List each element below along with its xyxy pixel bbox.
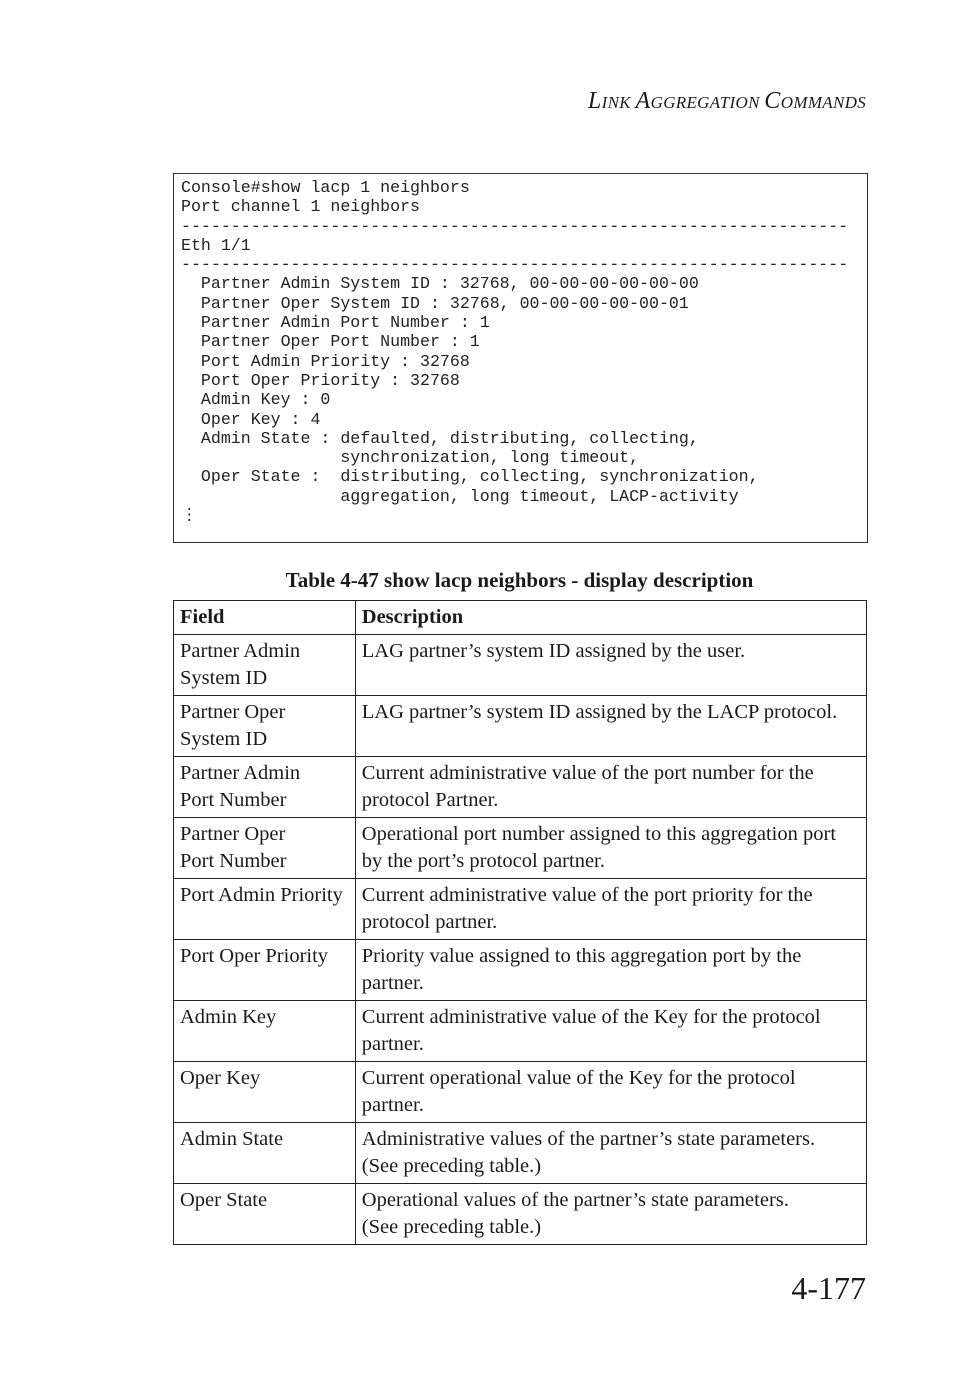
description-cell xyxy=(355,1123,866,1184)
description-line: Administrative values of the partner’s state parameters. xyxy=(361,1128,816,1150)
description-line: Current administrative value of the Key for the protocol xyxy=(361,1006,821,1028)
field-cell xyxy=(174,1001,356,1062)
description-line: LAG partner’s system ID assigned by the user. xyxy=(361,640,746,662)
table-row xyxy=(174,1123,867,1184)
table-row xyxy=(174,635,867,696)
table-row xyxy=(174,940,867,1001)
table-row xyxy=(174,1184,867,1245)
field-cell xyxy=(174,1062,356,1123)
table-row xyxy=(174,1001,867,1062)
description-line: (See preceding table.) xyxy=(361,1216,542,1238)
field-line: Port Number xyxy=(180,850,287,872)
field-cell xyxy=(174,818,356,879)
field-line: Admin Key xyxy=(180,1006,277,1028)
description-table xyxy=(173,600,867,1245)
field-cell xyxy=(174,1184,356,1245)
description-line: partner. xyxy=(361,972,424,994)
field-line: Port Number xyxy=(180,789,287,811)
description-cell xyxy=(355,696,866,757)
description-line: Operational values of the partner’s state parameters. xyxy=(361,1189,789,1211)
description-cell xyxy=(355,818,866,879)
header-title-part: GGREGATION xyxy=(650,93,765,112)
code-line: Admin State : defaulted, distributing, collecting, xyxy=(181,428,699,448)
field-cell xyxy=(174,757,356,818)
field-cell xyxy=(174,940,356,1001)
header-title-part: C xyxy=(764,88,781,114)
header-title-part: L xyxy=(587,88,602,114)
field-line: System ID xyxy=(180,728,268,750)
description-line: partner. xyxy=(361,1094,424,1116)
code-line: aggregation, long timeout, LACP-activity xyxy=(181,486,739,506)
code-line: Port Oper Priority : 32768 xyxy=(181,370,460,390)
code-line: Partner Admin System ID : 32768, 00-00-00-00-00-00 xyxy=(181,274,699,294)
code-line: Partner Oper System ID : 32768, 00-00-00-00-00-01 xyxy=(181,293,689,313)
table-row xyxy=(174,879,867,940)
field-line: Port Admin Priority xyxy=(180,884,343,906)
code-line: synchronization, long timeout, xyxy=(181,448,640,468)
description-line: partner. xyxy=(361,1033,424,1055)
code-line: Partner Admin Port Number : 1 xyxy=(181,313,490,333)
field-cell xyxy=(174,696,356,757)
table-row xyxy=(174,818,867,879)
code-line: Oper Key : 4 xyxy=(181,409,321,429)
code-line: ------------------------------------------------------------------- xyxy=(181,255,849,275)
description-cell xyxy=(355,1062,866,1123)
description-cell xyxy=(355,1184,866,1245)
table-row xyxy=(174,757,867,818)
description-cell xyxy=(355,879,866,940)
page-number: 4-177 xyxy=(791,1270,866,1306)
code-line: ⋮ xyxy=(181,506,198,526)
code-line: Console#show lacp 1 neighbors xyxy=(181,178,470,197)
description-line: Current operational value of the Key for the protocol xyxy=(361,1067,796,1089)
code-example-box xyxy=(173,173,868,543)
code-line: ------------------------------------------------------------------- xyxy=(181,216,849,236)
field-line: Admin State xyxy=(180,1128,284,1150)
description-column-header: Description xyxy=(355,601,866,635)
code-line: Eth 1/1 xyxy=(181,235,251,255)
code-line: Port Admin Priority : 32768 xyxy=(181,351,470,371)
table-row xyxy=(174,696,867,757)
field-line: Partner Oper xyxy=(180,823,286,845)
field-line: Oper Key xyxy=(180,1067,261,1089)
field-line: Partner Admin xyxy=(180,762,301,784)
code-line: Port channel 1 neighbors xyxy=(181,197,420,217)
field-cell xyxy=(174,879,356,940)
code-line: Partner Oper Port Number : 1 xyxy=(181,332,480,352)
description-cell xyxy=(355,1001,866,1062)
description-cell xyxy=(355,940,866,1001)
field-line: Partner Admin xyxy=(180,640,301,662)
description-cell xyxy=(355,635,866,696)
description-line: Current administrative value of the port number for the xyxy=(361,762,814,784)
code-line: Oper State : distributing, collecting, synchronization, xyxy=(181,467,759,487)
code-example-text xyxy=(181,178,848,525)
header-title-part: A xyxy=(635,88,651,114)
table-row xyxy=(174,1062,867,1123)
description-line: LAG partner’s system ID assigned by the LACP protocol. xyxy=(361,701,838,723)
description-line: Priority value assigned to this aggregation port by the xyxy=(361,945,802,967)
field-line: System ID xyxy=(180,667,268,689)
description-line: Current administrative value of the port priority for the xyxy=(361,884,813,906)
field-line: Partner Oper xyxy=(180,701,286,723)
description-line: protocol partner. xyxy=(361,911,498,933)
table-caption: Table 4-47 show lacp neighbors - display description xyxy=(285,568,754,592)
description-cell xyxy=(355,757,866,818)
running-header xyxy=(588,88,866,115)
description-line: protocol Partner. xyxy=(361,789,499,811)
field-cell xyxy=(174,1123,356,1184)
code-line: Admin Key : 0 xyxy=(181,390,331,410)
description-line: (See preceding table.) xyxy=(361,1155,542,1177)
table-header-row xyxy=(174,601,867,635)
header-title-part: OMMANDS xyxy=(780,93,866,112)
field-line: Port Oper Priority xyxy=(180,945,329,967)
table-body xyxy=(174,635,867,1245)
field-column-header: Field xyxy=(174,601,356,635)
description-line: Operational port number assigned to this aggregation port xyxy=(361,823,837,845)
header-title-part: INK xyxy=(601,93,636,112)
field-line: Oper State xyxy=(180,1189,268,1211)
description-line: by the port’s protocol partner. xyxy=(361,850,605,872)
field-cell xyxy=(174,635,356,696)
